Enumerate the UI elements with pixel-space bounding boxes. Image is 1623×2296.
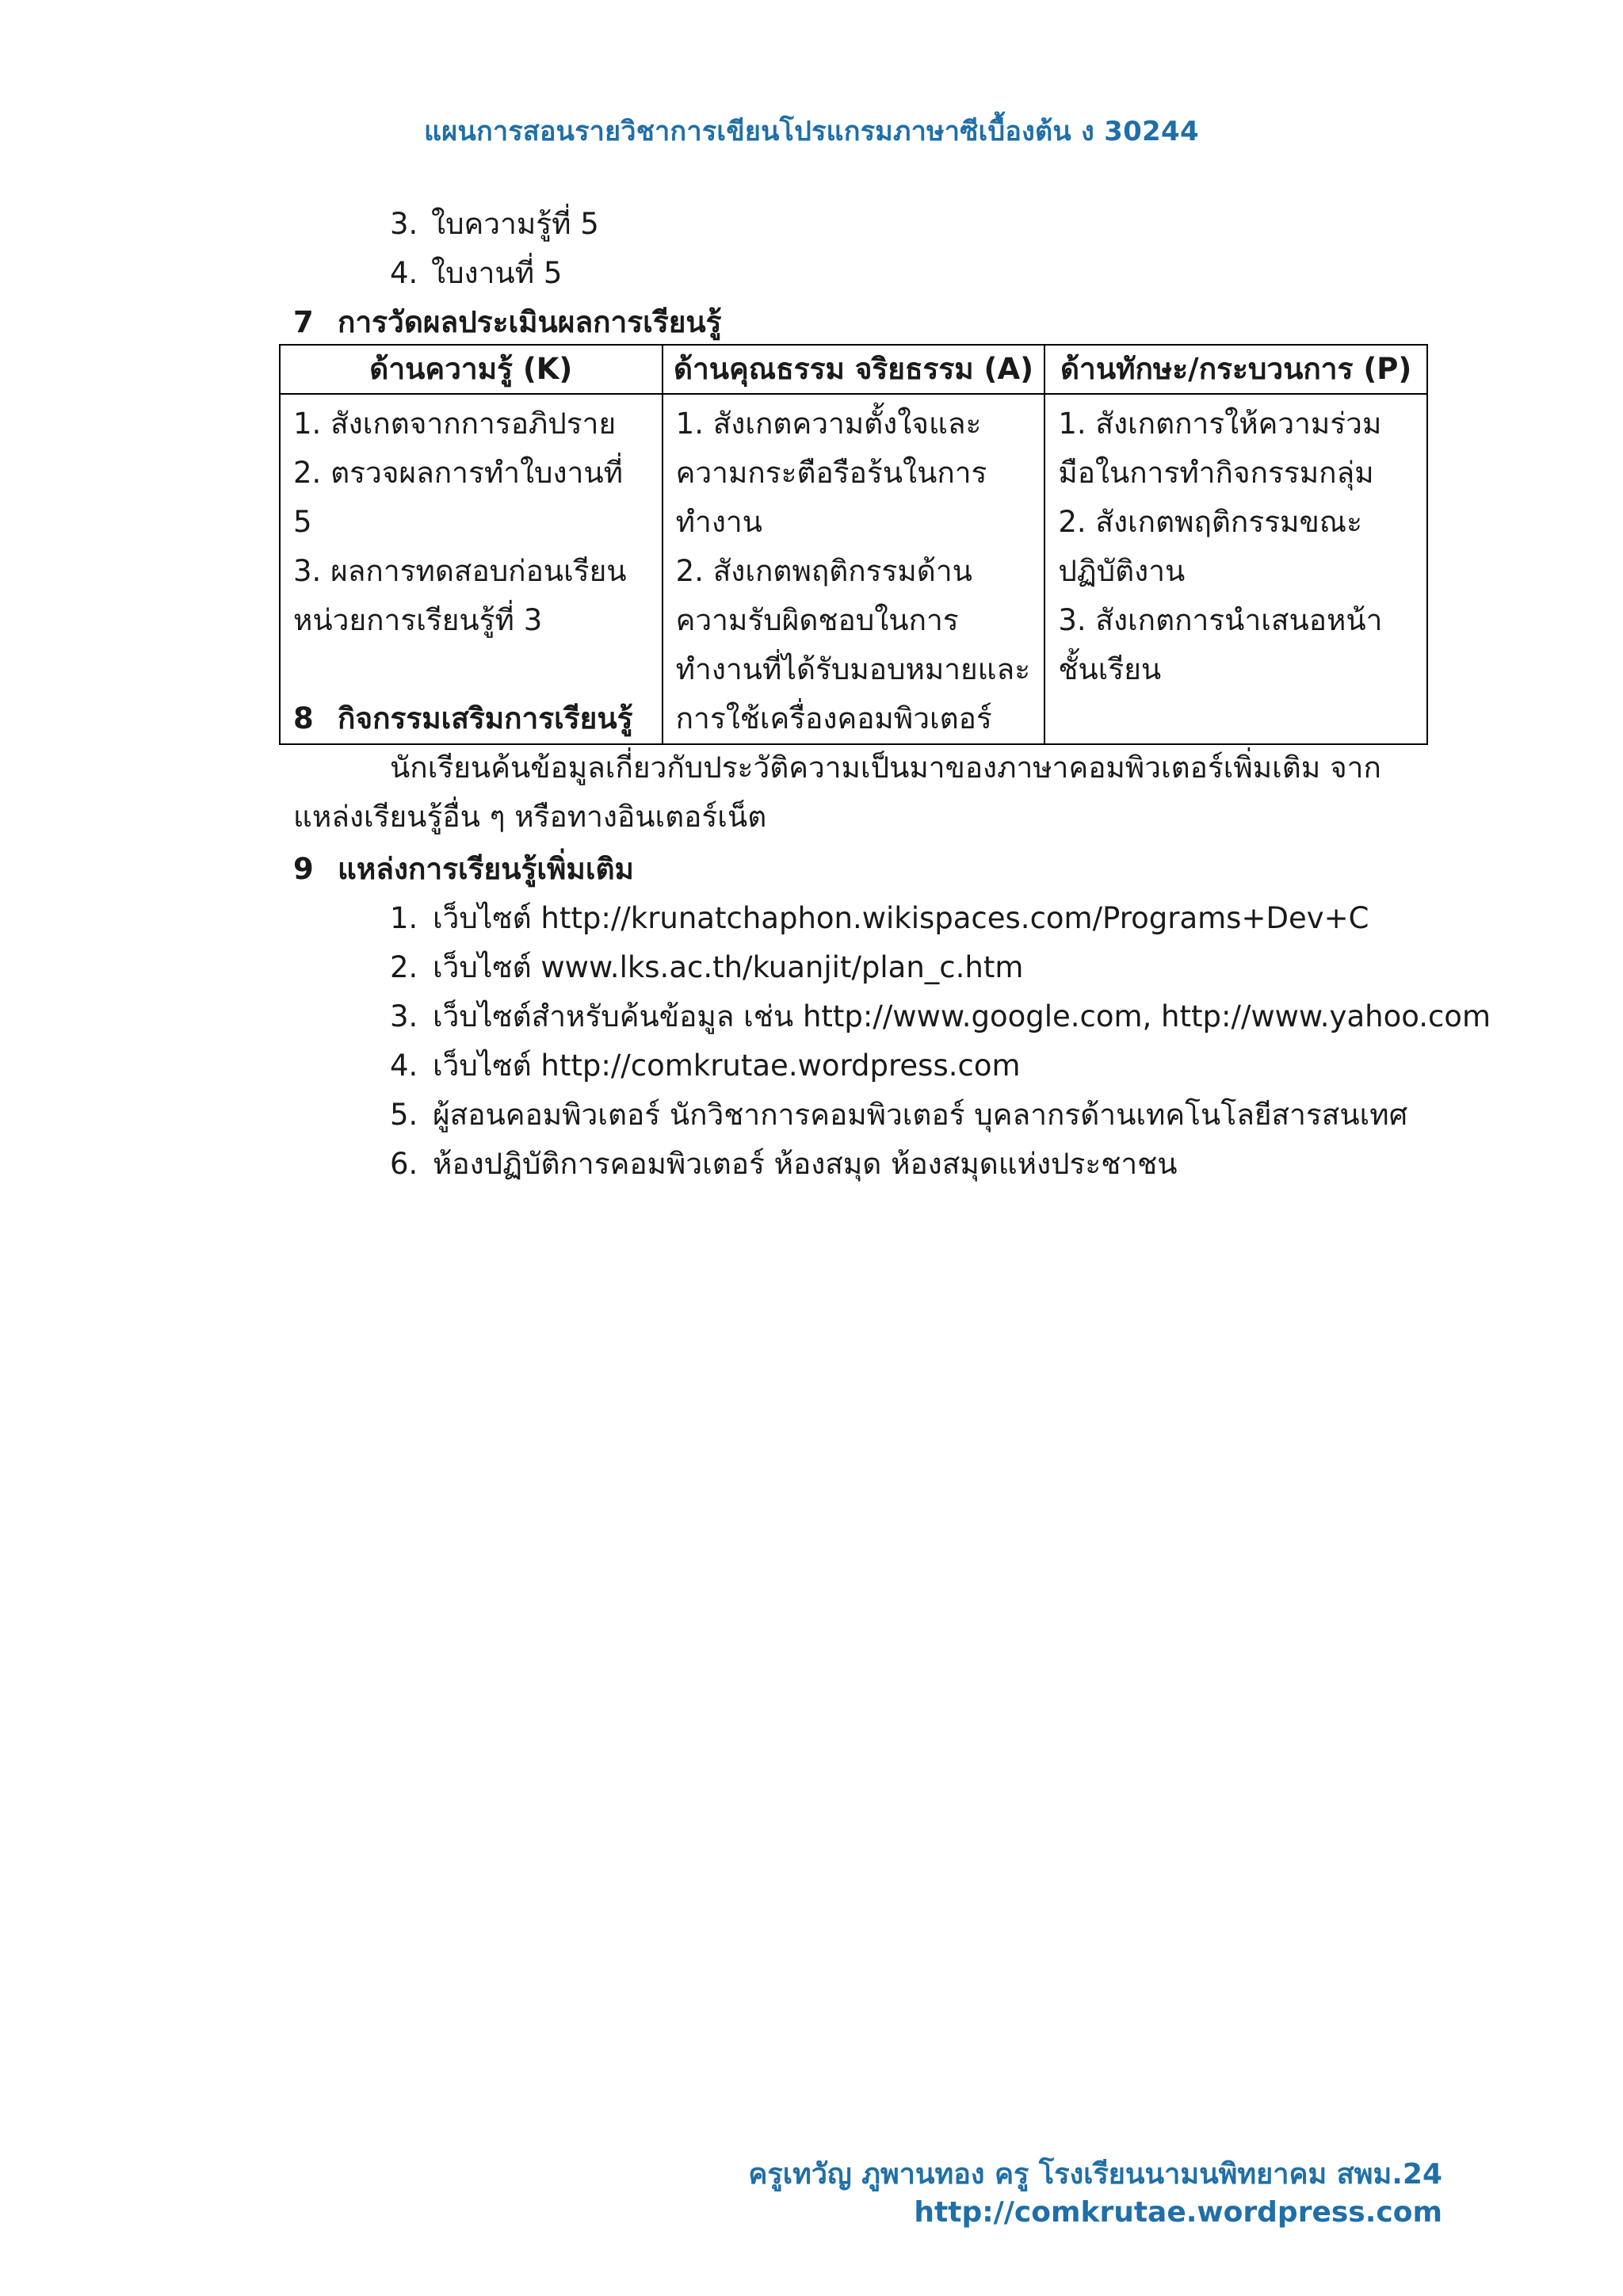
section-8-paragraph	[293, 743, 1434, 842]
list-item	[390, 943, 1491, 992]
item-number: 4.	[390, 256, 418, 290]
cell-line: 1. สังเกตความตั้งใจและความกระตือรือร้นในการทำงาน	[675, 407, 987, 539]
item-number: 5.	[390, 1098, 418, 1132]
item-text: ห้องปฏิบัติการคอมพิวเตอร์ ห้องสมุด ห้องสมุดแห่งประชาชน	[433, 1147, 1178, 1181]
table-row	[280, 394, 1427, 744]
list-item	[390, 894, 1491, 943]
resources-list	[390, 894, 1491, 1189]
page-header: แผนการสอนรายวิชาการเขียนโปรแกรมภาษาซีเบื้องต้น ง 30244	[424, 116, 1199, 147]
item-text: เว็บไซต์ http://krunatchaphon.wikispaces.com/Programs+Dev+C	[433, 901, 1369, 935]
item-number: 2.	[390, 950, 418, 984]
section-number: 8	[293, 701, 314, 735]
section-number: 7	[293, 305, 314, 339]
item-text: ใบงานที่ 5	[431, 256, 563, 290]
column-header-attitude: ด้านคุณธรรม จริยธรรม (A)	[663, 345, 1045, 394]
section-title: การวัดผลประเมินผลการเรียนรู้	[338, 305, 722, 339]
table-header-row	[280, 345, 1427, 394]
cell-line: 1. สังเกตการให้ความร่วมมือในการทำกิจกรรมกลุ่ม	[1058, 407, 1382, 490]
table-cell-knowledge	[280, 394, 663, 744]
section-title: กิจกรรมเสริมการเรียนรู้	[338, 701, 633, 735]
page-footer: ครูเทวัญ ภูพานทอง ครู โรงเรียนนามนพิทยาคม สพม.24 http://comkrutae.wordpress.com	[748, 2158, 1442, 2229]
list-item	[390, 1091, 1491, 1140]
cell-line: 3. สังเกตการนำเสนอหน้าชั้นเรียน	[1058, 603, 1383, 686]
table-cell-attitude	[663, 394, 1045, 744]
column-header-process: ด้านทักษะ/กระบวนการ (P)	[1044, 345, 1427, 394]
item-number: 6.	[390, 1147, 418, 1181]
cell-line: 2. สังเกตพฤติกรรมด้านความรับผิดชอบในการทำงานที่ได้รับมอบหมายและการใช้เครื่องคอมพิวเตอร์	[675, 554, 1031, 735]
section-8-heading	[293, 694, 633, 743]
section-9-heading	[293, 845, 634, 894]
cell-line: 3. ผลการทดสอบก่อนเรียนหน่วยการเรียนรู้ที่ 3	[293, 554, 627, 637]
item-number: 3.	[390, 999, 418, 1033]
item-text: เว็บไซต์ www.lks.ac.th/kuanjit/plan_c.htm	[433, 950, 1024, 984]
item-number: 1.	[390, 901, 418, 935]
evaluation-table	[279, 344, 1428, 745]
list-item	[390, 200, 599, 249]
item-text: ผู้สอนคอมพิวเตอร์ นักวิชาการคอมพิวเตอร์ บุคลากรด้านเทคโนโลยีสารสนเทศ	[433, 1098, 1408, 1132]
section-number: 9	[293, 852, 314, 886]
paragraph-text: นักเรียนค้นข้อมูลเกี่ยวกับประวัติความเป็นมาของภาษาคอมพิวเตอร์เพิ่มเติม จากแหล่งเรียนรู้อื่น ๆ หรือทางอินเตอร์เน็ต	[293, 751, 1381, 834]
section-7-heading	[293, 298, 722, 347]
list-item	[390, 1041, 1491, 1091]
item-text: ใบความรู้ที่ 5	[431, 207, 599, 241]
list-item	[390, 1140, 1491, 1189]
list-item	[390, 249, 599, 298]
item-number: 4.	[390, 1049, 418, 1083]
list-item	[390, 992, 1491, 1041]
materials-list	[390, 200, 599, 298]
column-header-knowledge: ด้านความรู้ (K)	[280, 345, 663, 394]
item-number: 3.	[390, 207, 418, 241]
cell-line: 2. สังเกตพฤติกรรมขณะปฏิบัติงาน	[1058, 505, 1362, 588]
table-cell-process	[1044, 394, 1427, 744]
section-title: แหล่งการเรียนรู้เพิ่มเติม	[338, 852, 634, 886]
item-text: เว็บไซต์สำหรับค้นข้อมูล เช่น http://www.google.com, http://www.yahoo.com	[433, 999, 1491, 1033]
cell-line: 1. สังเกตจากการอภิปราย	[293, 407, 617, 441]
cell-line: 2. ตรวจผลการทำใบงานที่ 5	[293, 456, 624, 539]
item-text: เว็บไซต์ http://comkrutae.wordpress.com	[433, 1049, 1021, 1083]
